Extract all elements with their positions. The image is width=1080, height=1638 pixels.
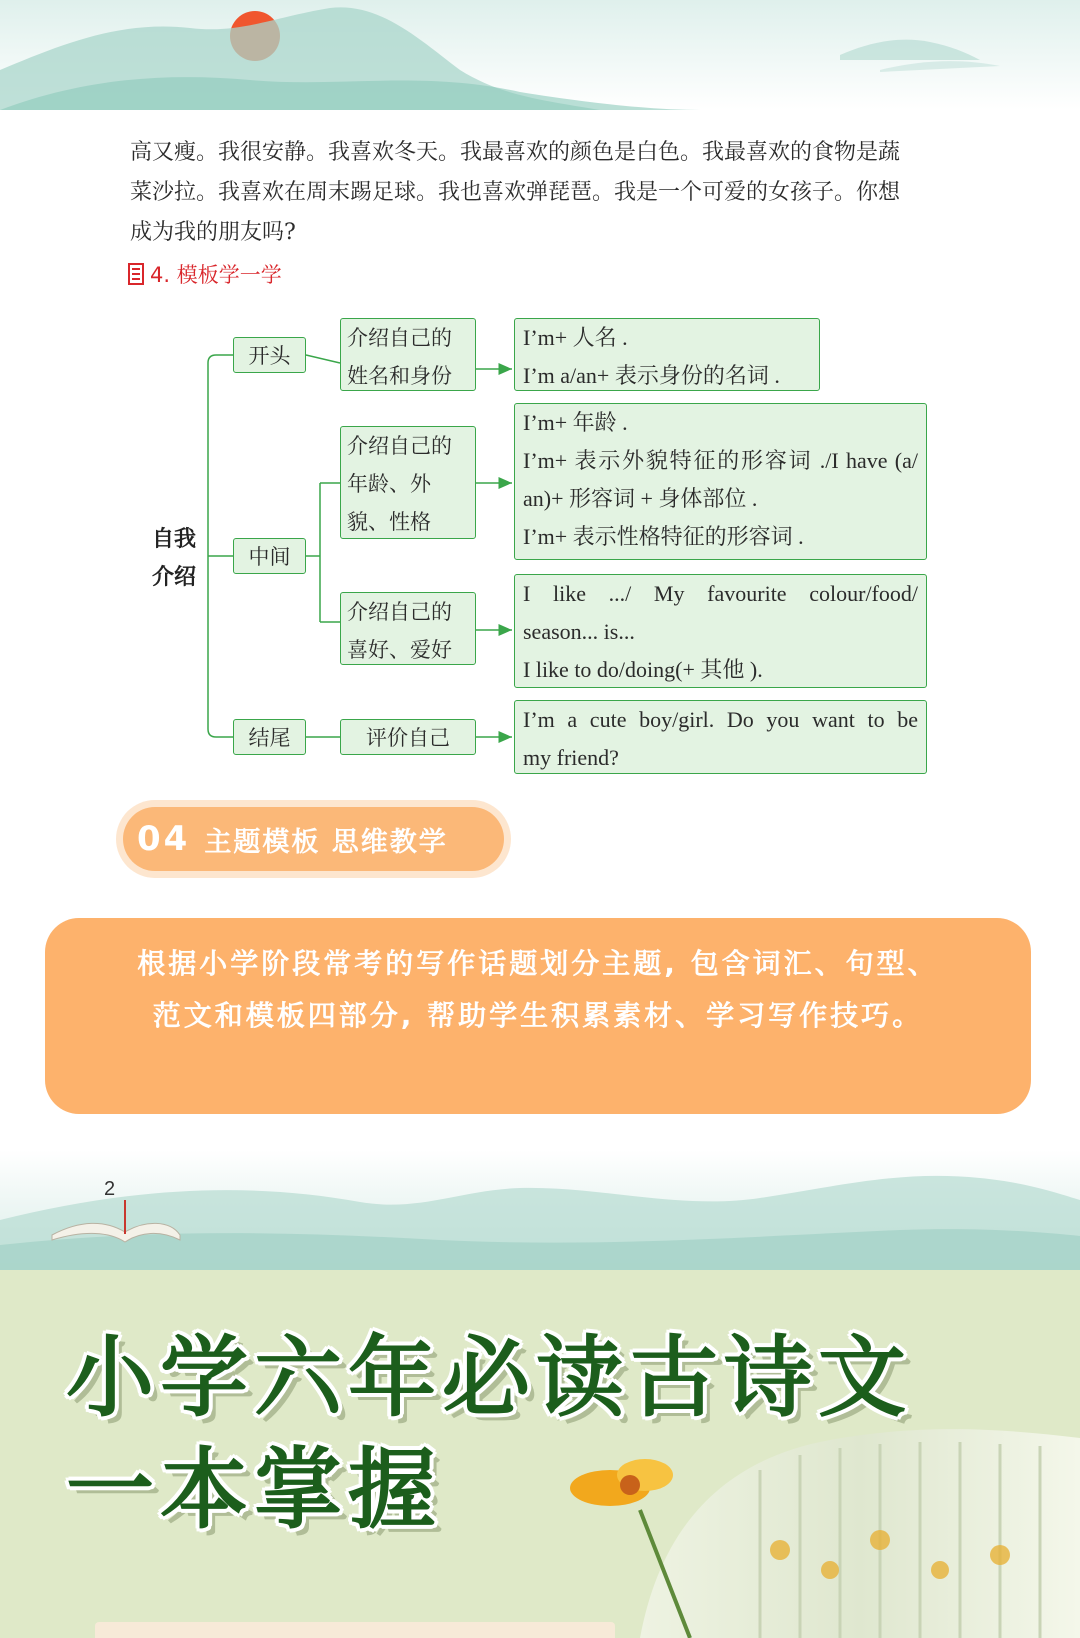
leaf-end [514,700,927,774]
promo-title-line1: 小学六年必读古诗文 [66,1326,913,1429]
mountain-sun-header [0,0,1080,110]
intro-line: 高又瘦。我很安静。我喜欢冬天。我最喜欢的颜色是白色。我最喜欢的食物是蔬 [130,140,901,165]
promo-banner [0,1270,1080,1638]
branch-start: 开头 [233,337,306,373]
document-icon [128,263,144,285]
page-number: 2 [104,1178,116,1200]
template-heading-label: 4. 模板学一学 [150,263,282,287]
section-number: 04 [137,819,191,859]
leaf-line: I’m+ 年龄 . [523,410,628,435]
leaf-line: season... is... [523,619,635,644]
promo-title-line2: 一本掌握 [66,1438,443,1541]
leaf-hobby [514,574,927,688]
section-badge-pill [123,807,504,871]
leaf-line: I like .../ My favourite colour/food/ [523,581,918,606]
leaf-line: I’m+ 人名 . [523,325,628,350]
feature-description: 根据小学阶段常考的写作话题划分主题, 包含词汇、句型、范文和模板四部分, 帮助学生积累素材、学习写作技巧。 [45,918,1031,1114]
intro-line: 菜沙拉。我喜欢在周末踢足球。我也喜欢弹琵琶。我是一个可爱的女孩子。你想 [130,180,901,205]
sub-middle-hobby: 介绍自己的喜好、爱好 [340,592,476,665]
leaf-line: I’m a/an+ 表示身份的名词 . [523,363,780,388]
sub-middle-appearance: 介绍自己的年龄、外貌、性格 [340,426,476,539]
leaf-line: I’m+ 表示性格特征的形容词 . [523,524,804,549]
section-badge [116,800,511,878]
section-title: 主题模板 思维教学 [204,826,448,858]
leaf-appearance [514,403,927,560]
intro-paragraph [130,133,950,253]
branch-middle: 中间 [233,538,306,574]
sub-end-evaluate: 评价自己 [340,719,476,755]
template-heading [128,259,282,289]
intro-line: 成为我的朋友吗? [130,220,296,245]
leaf-line: I like to do/doing(+ 其他 ). [523,657,763,682]
mindmap-root: 自我介绍 [152,526,197,590]
sub-start-intro: 介绍自己的姓名和身份 [340,318,476,391]
leaf-line: an)+ 形容词 + 身体部位 . [523,486,758,511]
branch-end: 结尾 [233,719,306,755]
leaf-line: I’m+ 表示外貌特征的形容词 ./I have (a/ [523,448,918,473]
leaf-line: my friend? [523,745,619,770]
leaf-line: I’m a cute boy/girl. Do you want to be [523,707,918,732]
leaf-start [514,318,820,391]
landscape-footer [0,1150,1080,1270]
